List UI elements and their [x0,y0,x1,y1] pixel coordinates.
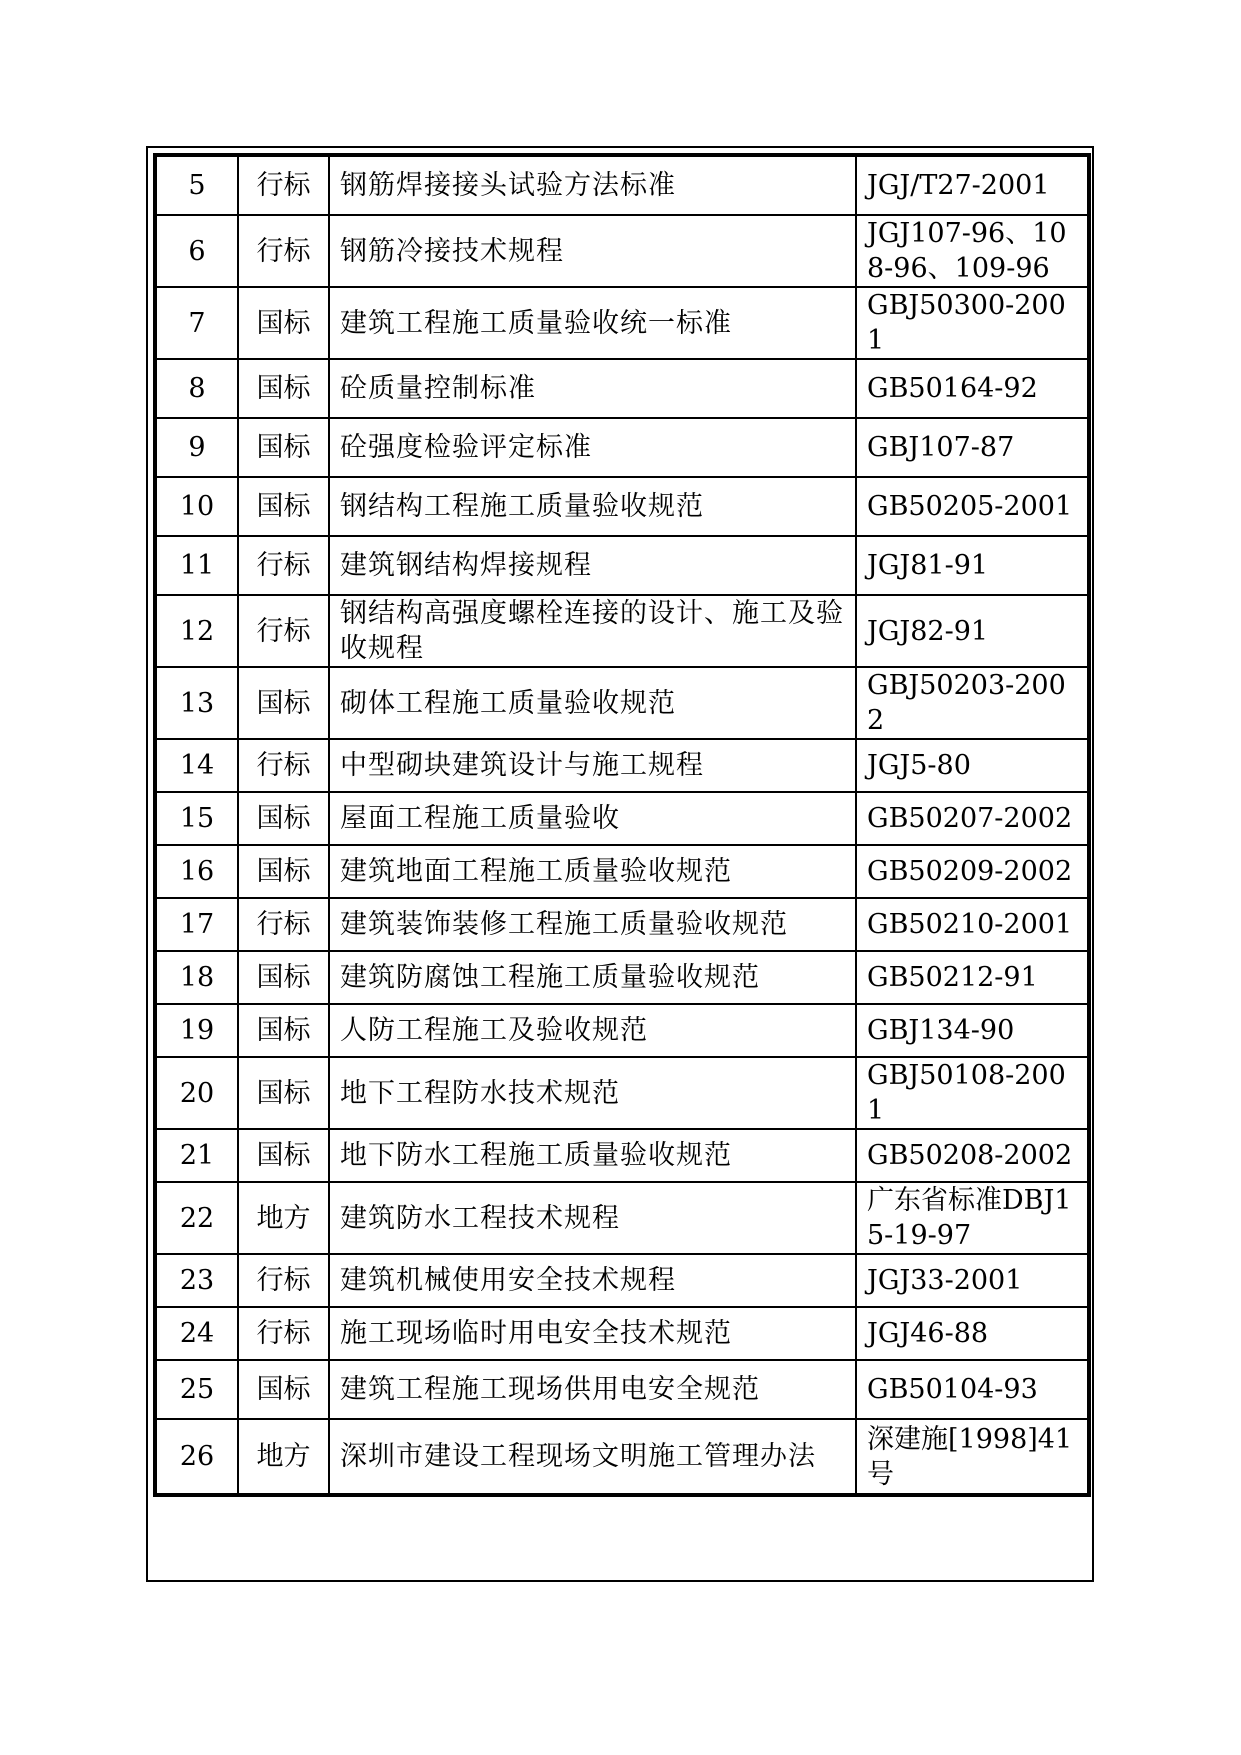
row-number: 15 [155,792,238,845]
standard-type: 行标 [238,1307,329,1360]
table-row [155,359,1089,418]
standard-code: 深建施[1998]41号 [856,1419,1089,1495]
standard-type: 行标 [238,536,329,595]
table-row [155,477,1089,536]
row-number: 26 [155,1419,238,1495]
standard-name: 建筑装饰装修工程施工质量验收规范 [329,898,856,951]
standard-code: GBJ50300-2001 [856,287,1089,359]
standard-code: JGJ107-96、108-96、109-96 [856,215,1089,287]
standard-type: 地方 [238,1182,329,1254]
row-number: 11 [155,536,238,595]
table-row [155,951,1089,1004]
standard-type: 行标 [238,739,329,792]
table-row [155,595,1089,667]
standard-type: 国标 [238,1129,329,1182]
standard-type: 国标 [238,477,329,536]
table-row [155,1360,1089,1419]
table-row [155,287,1089,359]
standard-type: 国标 [238,418,329,477]
standard-type: 地方 [238,1419,329,1495]
row-number: 22 [155,1182,238,1254]
standard-type: 国标 [238,845,329,898]
row-number: 10 [155,477,238,536]
standard-code: GBJ107-87 [856,418,1089,477]
row-number: 5 [155,155,238,215]
standard-code: GBJ134-90 [856,1004,1089,1057]
standard-name: 砼强度检验评定标准 [329,418,856,477]
standard-type: 行标 [238,155,329,215]
standard-type: 行标 [238,215,329,287]
standard-code: JGJ5-80 [856,739,1089,792]
table-row [155,155,1089,215]
standard-name: 钢结构高强度螺栓连接的设计、施工及验收规程 [329,595,856,667]
standard-code: 广东省标准DBJ15-19-97 [856,1182,1089,1254]
standard-type: 行标 [238,898,329,951]
row-number: 20 [155,1057,238,1129]
table-row [155,1419,1089,1495]
table-row [155,1004,1089,1057]
standard-name: 施工现场临时用电安全技术规范 [329,1307,856,1360]
standard-type: 国标 [238,792,329,845]
standard-name: 建筑机械使用安全技术规程 [329,1254,856,1307]
standard-code: GBJ50203-2002 [856,667,1089,739]
table-row [155,1057,1089,1129]
standard-type: 行标 [238,1254,329,1307]
row-number: 6 [155,215,238,287]
standard-name: 深圳市建设工程现场文明施工管理办法 [329,1419,856,1495]
standard-code: GB50207-2002 [856,792,1089,845]
standard-code: GB50209-2002 [856,845,1089,898]
standard-code: GB50210-2001 [856,898,1089,951]
table-row [155,739,1089,792]
standard-type: 国标 [238,1004,329,1057]
standard-type: 国标 [238,667,329,739]
standard-name: 屋面工程施工质量验收 [329,792,856,845]
standard-name: 钢结构工程施工质量验收规范 [329,477,856,536]
standard-type: 行标 [238,595,329,667]
standards-table [153,153,1091,1497]
standard-name: 建筑钢结构焊接规程 [329,536,856,595]
standard-code: GB50104-93 [856,1360,1089,1419]
standard-name: 钢筋焊接接头试验方法标准 [329,155,856,215]
row-number: 9 [155,418,238,477]
row-number: 12 [155,595,238,667]
standard-code: GB50205-2001 [856,477,1089,536]
row-number: 21 [155,1129,238,1182]
standard-name: 砼质量控制标准 [329,359,856,418]
table-row [155,667,1089,739]
table-row [155,1307,1089,1360]
standard-name: 建筑工程施工现场供用电安全规范 [329,1360,856,1419]
standard-name: 砌体工程施工质量验收规范 [329,667,856,739]
row-number: 24 [155,1307,238,1360]
table-row [155,1182,1089,1254]
standard-type: 国标 [238,287,329,359]
table-row [155,1129,1089,1182]
standard-type: 国标 [238,951,329,1004]
row-number: 18 [155,951,238,1004]
table-row [155,898,1089,951]
standard-type: 国标 [238,1057,329,1129]
standard-code: JGJ81-91 [856,536,1089,595]
standard-code: GBJ50108-2001 [856,1057,1089,1129]
row-number: 23 [155,1254,238,1307]
table-row [155,536,1089,595]
standard-name: 建筑工程施工质量验收统一标准 [329,287,856,359]
row-number: 8 [155,359,238,418]
table-row [155,792,1089,845]
standard-name: 钢筋冷接技术规程 [329,215,856,287]
standard-code: JGJ82-91 [856,595,1089,667]
standard-name: 地下防水工程施工质量验收规范 [329,1129,856,1182]
table-row [155,1254,1089,1307]
row-number: 19 [155,1004,238,1057]
standard-type: 国标 [238,359,329,418]
row-number: 7 [155,287,238,359]
table-row [155,418,1089,477]
standard-code: JGJ46-88 [856,1307,1089,1360]
standard-code: GB50164-92 [856,359,1089,418]
row-number: 25 [155,1360,238,1419]
standard-name: 地下工程防水技术规范 [329,1057,856,1129]
standard-name: 建筑防水工程技术规程 [329,1182,856,1254]
table-row [155,215,1089,287]
standard-name: 中型砌块建筑设计与施工规程 [329,739,856,792]
standard-code: GB50212-91 [856,951,1089,1004]
standard-name: 人防工程施工及验收规范 [329,1004,856,1057]
row-number: 13 [155,667,238,739]
standard-code: GB50208-2002 [856,1129,1089,1182]
table-row [155,845,1089,898]
row-number: 17 [155,898,238,951]
standard-code: JGJ/T27-2001 [856,155,1089,215]
row-number: 16 [155,845,238,898]
standard-type: 国标 [238,1360,329,1419]
row-number: 14 [155,739,238,792]
standard-name: 建筑防腐蚀工程施工质量验收规范 [329,951,856,1004]
standard-code: JGJ33-2001 [856,1254,1089,1307]
standard-name: 建筑地面工程施工质量验收规范 [329,845,856,898]
